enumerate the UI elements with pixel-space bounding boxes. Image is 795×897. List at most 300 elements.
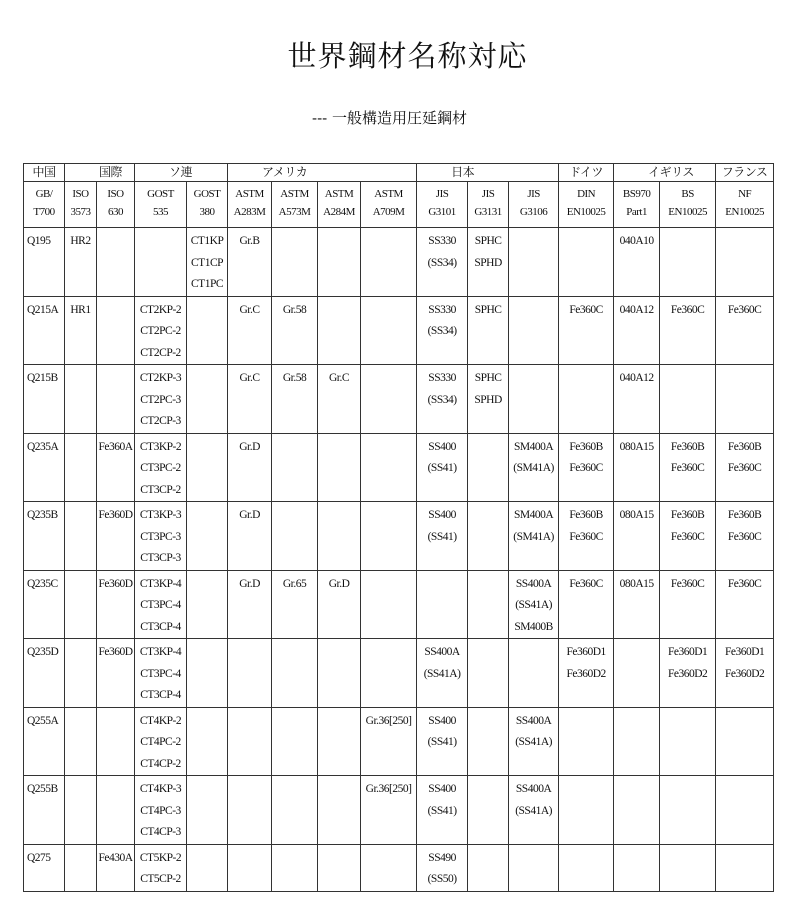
country-header-cell: 中国	[24, 164, 65, 182]
standard-header-cell	[318, 182, 361, 228]
table-cell	[716, 433, 774, 502]
standard-label: 630	[108, 206, 123, 218]
table-row	[24, 502, 774, 571]
grade-cell	[24, 844, 65, 891]
cell-value: Gr.D	[239, 440, 260, 453]
standard-header-cell	[135, 182, 187, 228]
cell-value: Fe360D	[98, 646, 133, 658]
table-cell	[716, 707, 774, 776]
standard-header-cell	[97, 182, 135, 228]
cell-value: CT3PC-3	[140, 530, 181, 543]
table-cell	[559, 570, 614, 639]
standard-label: Part1	[626, 206, 647, 218]
table-cell	[228, 433, 272, 502]
standard-label: 380	[199, 206, 215, 218]
table-cell	[187, 296, 228, 365]
table-cell	[614, 502, 660, 571]
cell-value: Fe360A	[98, 440, 133, 453]
cell-value: Q275	[27, 851, 51, 864]
table-cell	[187, 433, 228, 502]
table-cell	[361, 776, 417, 845]
cell-value: SS330	[428, 372, 456, 384]
table-cell	[187, 844, 228, 891]
table-cell	[417, 707, 468, 776]
table-cell	[187, 639, 228, 708]
table-cell	[135, 844, 187, 891]
country-header-cell: 日本	[417, 164, 559, 182]
table-cell	[716, 502, 774, 571]
standard-label: JIS	[435, 188, 449, 200]
table-cell	[65, 570, 97, 639]
table-cell	[97, 228, 135, 297]
cell-value: Fe360C	[569, 462, 603, 474]
cell-value: HR2	[70, 235, 91, 247]
table-cell	[65, 707, 97, 776]
cell-value: CT3PC-2	[140, 462, 181, 474]
cell-value: SS400A	[515, 783, 552, 795]
table-cell	[716, 228, 774, 297]
table-cell	[318, 433, 361, 502]
cell-value: 080A15	[619, 577, 654, 590]
table-cell	[318, 365, 361, 434]
standard-label: ASTM	[280, 188, 309, 200]
cell-value: 040A12	[619, 372, 654, 384]
cell-value: CT4PC-2	[140, 736, 181, 748]
cell-value: CT2CP-2	[140, 346, 181, 359]
country-header-cell: ソ連	[135, 164, 228, 182]
cell-value: CT4PC-3	[140, 804, 181, 817]
table-cell	[417, 228, 468, 297]
cell-value: SPHC	[474, 303, 502, 316]
cell-value: (SS41)	[427, 804, 457, 817]
cell-value: Fe360C	[727, 530, 762, 543]
cell-value: CT2KP-2	[139, 303, 182, 316]
table-cell	[135, 433, 187, 502]
table-cell	[135, 776, 187, 845]
table-cell	[272, 707, 318, 776]
table-cell	[716, 570, 774, 639]
cell-value: Fe360B	[727, 440, 762, 453]
table-cell	[468, 776, 509, 845]
cell-value: SS490	[428, 851, 456, 864]
cell-value: HR1	[70, 303, 91, 316]
table-cell	[509, 433, 559, 502]
page-subtitle: --- 一般構造用圧延鋼材	[312, 109, 467, 127]
table-cell	[272, 639, 318, 708]
table-cell	[660, 433, 716, 502]
cell-value: Gr.58	[282, 372, 307, 384]
table-cell	[272, 433, 318, 502]
table-row	[24, 639, 774, 708]
cell-value: SS330	[428, 303, 456, 316]
standard-label: GOST	[193, 188, 221, 200]
cell-value: Gr.C	[239, 372, 260, 384]
cell-value: Q235D	[27, 646, 59, 658]
cell-value: CT5CP-2	[140, 873, 181, 885]
table-cell	[135, 707, 187, 776]
cell-value: Q235A	[27, 440, 59, 453]
cell-value: SS400	[428, 783, 456, 795]
table-cell	[716, 365, 774, 434]
table-cell	[614, 365, 660, 434]
cell-value: CT2CP-3	[140, 415, 181, 427]
table-cell	[65, 365, 97, 434]
table-cell	[272, 365, 318, 434]
table-cell	[361, 707, 417, 776]
table-cell	[97, 502, 135, 571]
standard-label: NF	[738, 188, 752, 200]
cell-value: Fe360D	[98, 577, 133, 590]
cell-value: Q195	[27, 235, 51, 247]
table-cell	[97, 844, 135, 891]
cell-value: (SS41A)	[515, 804, 552, 817]
table-cell	[468, 433, 509, 502]
cell-value: SS400A	[515, 577, 552, 590]
table-cell	[272, 502, 318, 571]
cell-value: Fe360D2	[667, 667, 708, 680]
standard-header-cell	[24, 182, 65, 228]
table-cell	[660, 844, 716, 891]
table-cell	[509, 502, 559, 571]
table-cell	[187, 776, 228, 845]
cell-value: Gr.C	[329, 372, 350, 384]
standard-label: A284M	[323, 206, 355, 218]
table-cell	[272, 570, 318, 639]
cell-value: (SS41A)	[515, 736, 552, 748]
cell-value: Fe360C	[569, 303, 603, 316]
cell-value: CT1CP	[191, 256, 224, 269]
standard-label: T700	[33, 206, 55, 218]
cell-value: Gr.D	[328, 577, 350, 590]
table-cell	[559, 365, 614, 434]
table-cell	[614, 844, 660, 891]
cell-value: (SS34)	[427, 325, 457, 337]
cell-value: Fe360C	[670, 462, 705, 474]
cell-value: SPHC	[474, 235, 502, 247]
cell-value: Fe360D1	[566, 646, 606, 658]
table-cell	[614, 776, 660, 845]
standard-label: A709M	[372, 206, 405, 218]
cell-value: SPHC	[474, 372, 502, 384]
cell-value: Fe360B	[569, 509, 603, 521]
table-cell	[318, 776, 361, 845]
table-cell	[509, 570, 559, 639]
table-cell	[135, 296, 187, 365]
cell-value: Gr.58	[282, 303, 307, 316]
table-cell	[228, 296, 272, 365]
cell-value: CT1KP	[190, 235, 224, 247]
cell-value: Fe360B	[670, 509, 705, 521]
table-cell	[468, 639, 509, 708]
table-cell	[509, 776, 559, 845]
table-cell	[716, 844, 774, 891]
standard-label: G3131	[474, 206, 502, 218]
table-cell	[187, 228, 228, 297]
standard-header-cell	[228, 182, 272, 228]
table-cell	[509, 365, 559, 434]
cell-value: Gr.C	[239, 303, 260, 316]
country-header-cell: アメリカ	[228, 164, 417, 182]
standard-header-cell	[272, 182, 318, 228]
table-cell	[417, 296, 468, 365]
country-header-cell: 国際	[65, 164, 135, 182]
standard-label: 535	[153, 206, 169, 218]
standard-header-cell	[509, 182, 559, 228]
table-cell	[97, 433, 135, 502]
cell-value: Gr.D	[239, 509, 260, 521]
grade-cell	[24, 433, 65, 502]
table-cell	[660, 776, 716, 845]
cell-value: 040A12	[619, 303, 654, 316]
table-cell	[187, 502, 228, 571]
table-cell	[361, 433, 417, 502]
table-cell	[65, 502, 97, 571]
table-cell	[318, 570, 361, 639]
cell-value: Gr.65	[282, 577, 307, 590]
table-cell	[97, 570, 135, 639]
table-cell	[660, 707, 716, 776]
cell-value: CT1PC	[191, 278, 224, 290]
table-cell	[614, 433, 660, 502]
table-cell	[318, 296, 361, 365]
cell-value: Fe360D1	[724, 646, 765, 658]
table-cell	[559, 844, 614, 891]
table-cell	[318, 639, 361, 708]
cell-value: (SS41A)	[515, 599, 552, 611]
table-cell	[716, 296, 774, 365]
table-cell	[318, 228, 361, 297]
table-cell	[660, 228, 716, 297]
country-header-cell: ドイツ	[559, 164, 614, 182]
table-cell	[468, 844, 509, 891]
table-cell	[716, 776, 774, 845]
cell-value: SPHD	[474, 393, 502, 406]
table-cell	[228, 228, 272, 297]
cell-value: CT3PC-4	[140, 599, 181, 611]
cell-value: Q255A	[27, 714, 59, 727]
cell-value: Fe430A	[98, 851, 133, 864]
standard-header-cell	[716, 182, 774, 228]
cell-value: SS330	[428, 235, 456, 247]
table-cell	[318, 502, 361, 571]
standard-label: G3101	[428, 206, 456, 218]
cell-value: 080A15	[619, 509, 654, 521]
cell-value: CT4CP-2	[140, 757, 181, 770]
standard-label: JIS	[527, 188, 540, 200]
cell-value: (SS50)	[427, 873, 457, 885]
cell-value: CT2KP-3	[139, 372, 182, 384]
table-cell	[228, 844, 272, 891]
standard-header-cell	[361, 182, 417, 228]
grade-cell	[24, 296, 65, 365]
standard-header-cell	[187, 182, 228, 228]
table-cell	[614, 228, 660, 297]
table-cell	[65, 433, 97, 502]
cell-value: Fe360D2	[724, 667, 765, 680]
standard-label: JIS	[481, 188, 495, 200]
cell-value: (SS41)	[427, 530, 457, 543]
table-cell	[614, 707, 660, 776]
standard-label: GOST	[147, 188, 174, 200]
cell-value: CT3CP-4	[140, 620, 181, 633]
standard-label: ISO	[72, 188, 89, 200]
cell-value: (SM41A)	[513, 530, 554, 543]
cell-value: SS400	[428, 440, 456, 453]
cell-value: CT3CP-3	[140, 552, 181, 564]
table-row	[24, 228, 774, 297]
table-cell	[559, 502, 614, 571]
cell-value: Fe360B	[569, 440, 603, 453]
table-cell	[97, 776, 135, 845]
cell-value: Fe360C	[670, 303, 705, 316]
table-cell	[361, 228, 417, 297]
grade-cell	[24, 228, 65, 297]
standard-label: BS970	[622, 188, 651, 200]
table-cell	[135, 639, 187, 708]
standard-label: GB/	[35, 188, 53, 200]
grade-cell	[24, 639, 65, 708]
cell-value: CT3PC-4	[140, 667, 181, 680]
table-cell	[65, 844, 97, 891]
cell-value: Q235C	[27, 577, 58, 590]
cell-value: CT2PC-3	[140, 393, 181, 406]
table-cell	[135, 570, 187, 639]
table-cell	[361, 502, 417, 571]
country-header-row	[24, 164, 774, 182]
table-cell	[361, 296, 417, 365]
table-cell	[509, 844, 559, 891]
cell-value: Q215A	[27, 303, 59, 316]
table-cell	[228, 570, 272, 639]
cell-value: Gr.36[250]	[365, 783, 412, 795]
table-cell	[187, 707, 228, 776]
cell-value: Fe360C	[569, 530, 603, 543]
table-cell	[272, 228, 318, 297]
table-cell	[272, 296, 318, 365]
standard-header-cell	[559, 182, 614, 228]
cell-value: SS400	[428, 714, 456, 727]
table-cell	[509, 639, 559, 708]
cell-value: SS400A	[515, 714, 552, 727]
standard-header-cell	[468, 182, 509, 228]
steel-equivalence-table	[23, 163, 774, 892]
table-cell	[228, 707, 272, 776]
table-cell	[614, 639, 660, 708]
cell-value: SPHD	[474, 256, 502, 269]
table-row	[24, 844, 774, 891]
standard-header-row	[24, 182, 774, 228]
table-cell	[417, 570, 468, 639]
table-row	[24, 433, 774, 502]
cell-value: SM400A	[514, 509, 554, 521]
cell-value: Fe360D2	[566, 667, 606, 680]
table-cell	[468, 502, 509, 571]
table-cell	[65, 228, 97, 297]
grade-cell	[24, 776, 65, 845]
cell-value: CT4KP-2	[139, 714, 182, 727]
table-cell	[228, 639, 272, 708]
standard-header-cell	[417, 182, 468, 228]
table-cell	[187, 570, 228, 639]
standard-label: A283M	[233, 206, 266, 218]
cell-value: CT3CP-2	[140, 483, 181, 496]
table-cell	[135, 502, 187, 571]
standard-label: ISO	[107, 188, 124, 200]
table-cell	[468, 228, 509, 297]
page-title: 世界鋼材名称対応	[287, 39, 528, 73]
table-cell	[509, 707, 559, 776]
table-cell	[660, 570, 716, 639]
table-cell	[361, 844, 417, 891]
grade-cell	[24, 570, 65, 639]
table-cell	[559, 296, 614, 365]
cell-value: SS400	[428, 509, 456, 521]
standard-label: BS	[681, 188, 694, 200]
grade-cell	[24, 502, 65, 571]
cell-value: (SS34)	[427, 256, 457, 269]
table-cell	[660, 639, 716, 708]
cell-value: CT3CP-4	[140, 689, 181, 701]
table-cell	[228, 502, 272, 571]
table-row	[24, 707, 774, 776]
table-cell	[272, 844, 318, 891]
cell-value: Fe360B	[670, 440, 705, 453]
cell-value: Gr.36[250]	[365, 714, 412, 727]
cell-value: CT4CP-3	[140, 826, 181, 838]
table-cell	[361, 365, 417, 434]
cell-value: SS400A	[424, 646, 460, 658]
table-cell	[559, 228, 614, 297]
table-row	[24, 776, 774, 845]
standard-label: EN10025	[668, 206, 707, 218]
table-cell	[468, 570, 509, 639]
table-cell	[614, 570, 660, 639]
cell-value: 080A15	[619, 440, 654, 453]
cell-value: CT2PC-2	[140, 325, 181, 337]
table-cell	[97, 639, 135, 708]
table-cell	[509, 228, 559, 297]
table-cell	[417, 776, 468, 845]
table-cell	[614, 296, 660, 365]
standard-header-cell	[65, 182, 97, 228]
standard-label: A573M	[278, 206, 311, 218]
table-cell	[228, 776, 272, 845]
cell-value: SM400A	[514, 440, 554, 453]
cell-value: SM400B	[514, 620, 553, 633]
table-cell	[417, 365, 468, 434]
standard-label: G3106	[519, 206, 548, 218]
table-cell	[509, 296, 559, 365]
table-cell	[468, 296, 509, 365]
table-cell	[559, 707, 614, 776]
cell-value: (SS41)	[427, 736, 457, 748]
table-row	[24, 570, 774, 639]
table-cell	[187, 365, 228, 434]
table-cell	[417, 433, 468, 502]
table-cell	[559, 433, 614, 502]
cell-value: Fe360B	[727, 509, 762, 521]
cell-value: (SS41)	[427, 462, 457, 474]
table-cell	[559, 776, 614, 845]
table-cell	[135, 365, 187, 434]
table-cell	[65, 639, 97, 708]
table-cell	[559, 639, 614, 708]
cell-value: Q255B	[27, 783, 58, 795]
table-cell	[660, 296, 716, 365]
table-cell	[660, 502, 716, 571]
table-cell	[97, 296, 135, 365]
table-cell	[65, 296, 97, 365]
